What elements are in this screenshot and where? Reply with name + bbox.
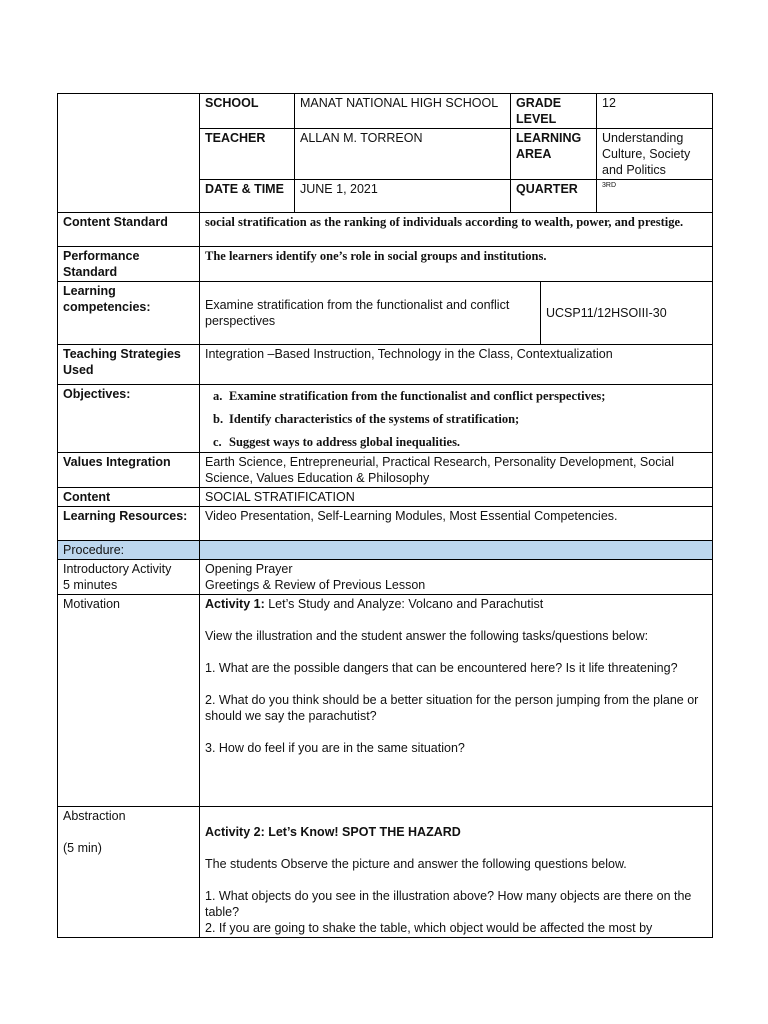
objective-item-c (213, 434, 707, 451)
school-row (58, 94, 713, 129)
content-standard-row (58, 213, 713, 247)
introductory-activity-row (58, 560, 713, 595)
motivation-label: Motivation (58, 595, 200, 807)
introductory-activity-title: Introductory Activity (63, 562, 172, 576)
quarter-label: QUARTER (511, 180, 597, 213)
objective-marker-b: b. (213, 412, 224, 426)
objective-marker-a: a. (213, 389, 223, 403)
abstraction-cell (200, 807, 713, 938)
motivation-question-2: 2. What do you think should be a better situation for the person jumping from the plane or should we say the parachutist? (205, 693, 699, 723)
content-standard-value: social stratification as the ranking of individuals according to wealth, power, and prestige. (200, 213, 713, 247)
values-integration-value: Earth Science, Entrepreneurial, Practical Research, Personality Development, Social Science, Values Education & Philosophy (200, 453, 713, 488)
teaching-strategies-value: Integration –Based Instruction, Technology in the Class, Contextualization (200, 345, 713, 385)
activity-1-title (205, 596, 707, 612)
objective-text-a: Examine stratification from the functionalist and conflict perspectives; (229, 389, 606, 403)
learning-competencies-row (58, 282, 713, 345)
learning-resources-label: Learning Resources: (58, 507, 200, 541)
introductory-activity-label (58, 560, 200, 595)
activity-1-heading: Activity 1: (205, 597, 265, 611)
teacher-value: ALLAN M. TORREON (295, 129, 511, 180)
date-time-label: DATE & TIME (200, 180, 295, 213)
objective-item-b (213, 411, 707, 428)
introductory-activity-duration: 5 minutes (63, 578, 118, 592)
motivation-instruction: View the illustration and the student answer the following tasks/questions below: (205, 629, 649, 643)
content-standard-label: Content Standard (58, 213, 200, 247)
motivation-cell (200, 595, 713, 807)
objective-text-c: Suggest ways to address global inequalities. (229, 435, 461, 449)
quarter-value (597, 180, 713, 213)
objectives-row (58, 385, 713, 453)
quarter-value-text: 3RD (602, 182, 617, 189)
learning-resources-row (58, 507, 713, 541)
procedure-header-row (58, 541, 713, 560)
objective-item-a (213, 388, 707, 405)
activity-2-heading: Activity 2: Let’s Know! SPOT THE HAZARD (205, 825, 461, 839)
objective-text-b: Identify characteristics of the systems of stratification; (229, 412, 520, 426)
learning-competencies-value: Examine stratification from the functionalist and conflict perspectives (200, 282, 541, 345)
procedure-label: Procedure: (58, 541, 200, 560)
motivation-question-1: 1. What are the possible dangers that can be encountered here? Is it life threatening? (205, 661, 678, 675)
learning-area-label: LEARNING AREA (511, 129, 597, 180)
motivation-row (58, 595, 713, 807)
performance-standard-row (58, 247, 713, 282)
abstraction-row (58, 807, 713, 938)
learning-resources-value: Video Presentation, Self-Learning Modules, Most Essential Competencies. (200, 507, 713, 541)
grade-level-label: GRADE LEVEL (511, 94, 597, 129)
content-row (58, 488, 713, 507)
learning-competencies-label: Learning competencies: (58, 282, 200, 345)
teaching-strategies-label: Teaching Strategies Used (58, 345, 200, 385)
values-integration-row (58, 453, 713, 488)
school-label: SCHOOL (200, 94, 295, 129)
teaching-strategies-row (58, 345, 713, 385)
objective-marker-c: c. (213, 435, 222, 449)
abstraction-question-1: 1. What objects do you see in the illustration above? How many objects are there on the table? (205, 889, 692, 919)
content-label: Content (58, 488, 200, 507)
learning-competencies-code: UCSP11/12HSOIII-30 (541, 282, 713, 345)
objectives-list (205, 388, 707, 451)
introductory-activity-value (200, 560, 713, 595)
performance-standard-label: Performance Standard (58, 247, 200, 282)
teacher-label: TEACHER (200, 129, 295, 180)
school-value: MANAT NATIONAL HIGH SCHOOL (295, 94, 511, 129)
abstraction-question-2: 2. If you are going to shake the table, which object would be affected the most by (205, 921, 653, 935)
grade-level-value: 12 (597, 94, 713, 129)
learning-area-value: Understanding Culture, Society and Politics (597, 129, 713, 180)
greetings-review-text: Greetings & Review of Previous Lesson (205, 578, 426, 592)
lesson-plan-table (57, 93, 713, 938)
abstraction-duration: (5 min) (63, 841, 102, 855)
motivation-question-3: 3. How do feel if you are in the same situation? (205, 741, 465, 755)
opening-prayer-text: Opening Prayer (205, 562, 293, 576)
values-integration-label: Values Integration (58, 453, 200, 488)
procedure-blank (200, 541, 713, 560)
abstraction-title: Abstraction (63, 809, 126, 823)
performance-standard-value: The learners identify one’s role in social groups and institutions. (200, 247, 713, 282)
abstraction-instruction: The students Observe the picture and answer the following questions below. (205, 857, 627, 871)
content-value: SOCIAL STRATIFICATION (200, 488, 713, 507)
date-time-value: JUNE 1, 2021 (295, 180, 511, 213)
objectives-cell (200, 385, 713, 453)
objectives-label: Objectives: (58, 385, 200, 453)
abstraction-label (58, 807, 200, 938)
blank-corner-cell (58, 94, 200, 213)
activity-1-name: Let’s Study and Analyze: Volcano and Parachutist (268, 597, 544, 611)
